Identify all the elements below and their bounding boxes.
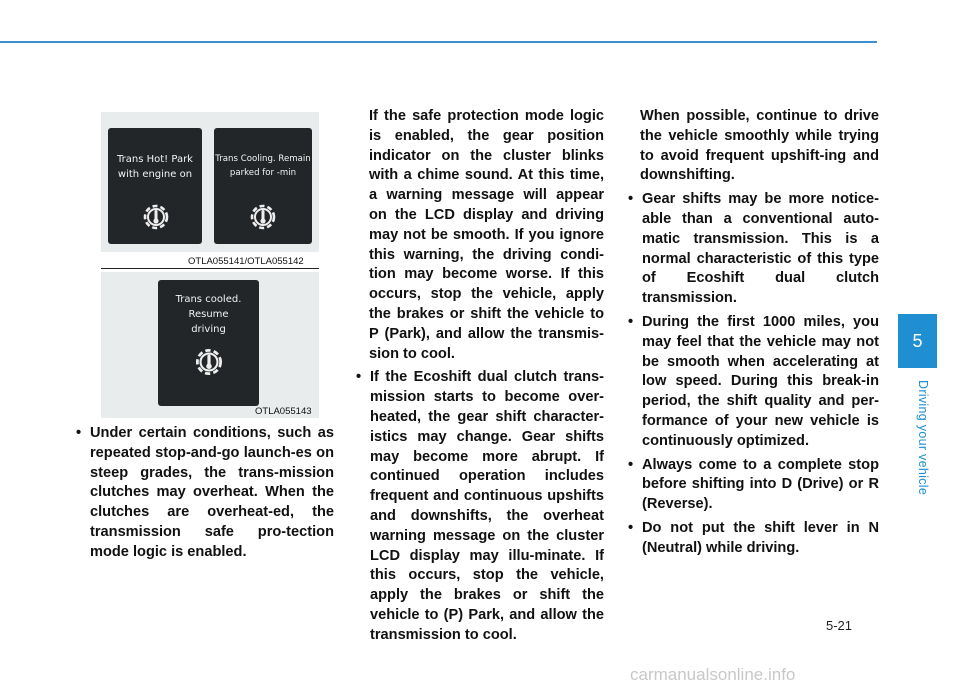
header-rule: [0, 41, 877, 43]
list-item-text: Gear shifts may be more notice-able than a conventional auto-matic transmission. This is a normal characteristic of this type of Ecoshift dual clutch transmission.: [642, 191, 879, 307]
caption-rule-top: [101, 268, 319, 269]
screen-message-line1: Trans Hot! Park: [117, 154, 193, 165]
list-item: • During the first 1000 miles, you may feel that the vehicle may not be smooth when accelerating at low speed. During this break-in period, the shift quality and per-formance of your new vehicle is continuously optimized.: [628, 313, 879, 449]
list-item-text: During the first 1000 miles, you may feel that the vehicle may not be smooth when accelerating at low speed. During this break-in period, the shift quality and per-formance of your new vehicle is continuously optimized.: [642, 313, 879, 449]
text-column-2: [352, 107, 604, 646]
watermark: carmanualsonline.info: [630, 665, 796, 684]
list-item: • Always come to a complete stop before shifting into D (Drive) or R (Reverse).: [628, 456, 879, 513]
list-item: • Do not put the shift lever in N (Neutral) while driving.: [628, 519, 879, 556]
cluster-screen-trans-cooled: [158, 280, 259, 406]
screen-message-line2: parked for -min: [229, 168, 297, 178]
bullet-list: [624, 190, 879, 558]
cluster-screen-trans-cooling: [214, 128, 312, 244]
list-item: • Under certain conditions, such as repeated stop-and-go launch-es on steep grades, the trans-mission clutches may overheat. When the clutches are overheat-ed, the transmission safe pro-tection mode logic is enabled.: [76, 425, 334, 560]
list-item: • Gear shifts may be more notice-able than a conventional auto-matic transmission. This is a normal characteristic of this type of Ecoshift dual clutch transmission.: [628, 191, 879, 307]
gear-thermometer-icon: [191, 344, 227, 380]
text-column-3: [624, 107, 879, 559]
list-item: • If the Ecoshift dual clutch trans-mission starts to become over-heated, the gear shift character-istics may change. Gear shifts may become more abrupt. If continued operation includes frequent and continuous upshifts and downshifts, the overheat warning message on the cluster LCD display may illu-minate. If this occurs, stop the vehicle, apply the brakes or shift the vehicle to (P) Park, and allow the transmission to cool.: [356, 369, 604, 643]
body-paragraph: If the safe protection mode logic is enabled, the gear position indicator on the cluster blinks with a chime sound. At this time, a warning message will appear on the LCD display and driving may not be smooth. If you ignore this warning, the driving condi-tion may become worse. If this occurs, stop the vehicle, apply the brakes or shift the vehicle to P (Park), and allow the transmis-sion to cool.: [369, 108, 604, 362]
bullet-list: [352, 368, 604, 645]
image-caption-top: OTLA055141/OTLA055142: [188, 256, 304, 267]
cluster-image-bottom: [101, 272, 319, 418]
page-number: 5-21: [826, 618, 853, 633]
cluster-screen-trans-hot: [108, 128, 202, 244]
cluster-image-top: [101, 112, 319, 252]
list-item-text: Under certain conditions, such as repeated stop-and-go launch-es on steep grades, the trans-mission clutches may overheat. When the clutches are overheat-ed, the transmission safe pro-tection mode logic is enabled.: [90, 425, 334, 560]
screen-message-line1: Trans Cooling. Remain: [215, 154, 311, 164]
list-item-text: Always come to a complete stop before shifting into D (Drive) or R (Reverse).: [642, 456, 879, 513]
chapter-number-tab: [898, 314, 937, 368]
image-caption-bottom: OTLA055143: [255, 406, 312, 417]
chapter-number: 5: [912, 330, 923, 351]
screen-message-line2: with engine on: [117, 169, 193, 180]
screen-message-line1: Trans cooled. Resume: [175, 294, 242, 320]
chapter-title: Driving your vehicle: [916, 380, 930, 496]
bullet-list: [72, 424, 334, 563]
screen-message-line2: driving: [191, 324, 226, 335]
list-item-text: Do not put the shift lever in N (Neutral) while driving.: [642, 519, 879, 556]
list-item-text: If the Ecoshift dual clutch trans-mission starts to become over-heated, the gear shift character-istics may change. Gear shifts may become more abrupt. If continued operation includes frequent and continuous upshifts and downshifts, the overheat warning message on the cluster LCD display may illu-minate. If this occurs, stop the vehicle, apply the brakes or shift the vehicle to (P) Park, and allow the transmission to cool.: [370, 369, 604, 643]
body-paragraph: When possible, continue to drive the vehicle smoothly while trying to avoid frequent upshift-ing and downshifting.: [640, 108, 879, 184]
text-column-1: [72, 424, 334, 563]
gear-thermometer-icon: [246, 200, 280, 234]
gear-thermometer-icon: [139, 200, 173, 234]
